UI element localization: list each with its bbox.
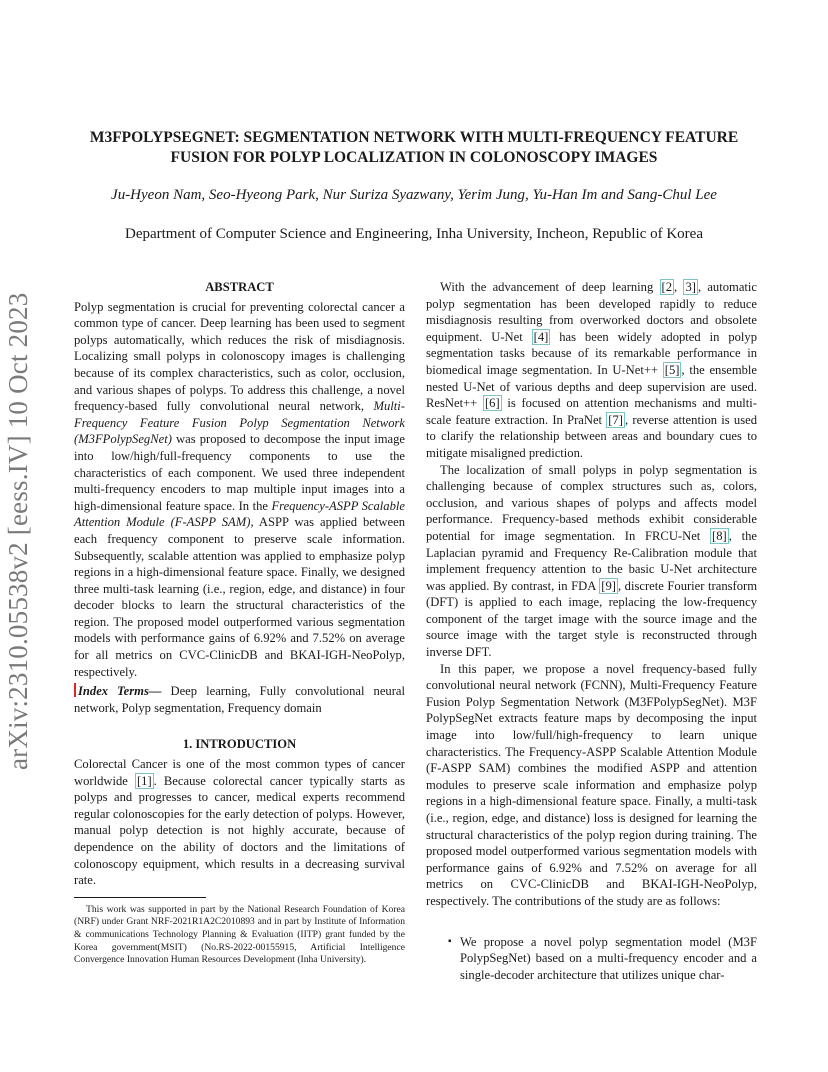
intro-paragraph-4: In this paper, we propose a novel frequency-based fully convolutional neural network (FCNN), Multi-Frequency Feature Fusion Polyp Segmentation Network (M3FPolypSegNet). M3F PolypSegNet extracts feature maps by decomposing the input image into low/full/high-frequency to learn unique characteristics. The Frequency-ASPP Scalable Attention Module (F-ASPP SAM) combines the modified ASPP and attention modules to preserve scale information and emphasize polyp regions in a high-dimensional feature space. Finally, a multi-task (i.e., region, edge, and distance) loss is designed for learning the structural characteristics of the polyp region during training. The proposed model outperformed various segmentation models with performance gains of 6.92% and 7.52% on average for all metrics on CVC-ClinicDB and BKAI-IGH-NeoPolyp, respectively. The contributions of the study are as follows: <box>426 661 757 908</box>
title-line-1: M3FPOLYPSEGNET: SEGMENTATION NETWORK WITH MULTI-FREQUENCY FEATURE <box>89 129 739 146</box>
funding-footnote: This work was supported in part by the National Research Foundation of Korea (NRF) under Grant NRF-2021R1A2C2010893 and in part by Institute of Information & communications Technology Planning & Evaluation (IITP) grant funded by the Korea government(MSIT) (No.RS-2022-00155915, Artificial Intelligence Convergence Innovation Human Resources Development (Inha University). <box>74 903 405 966</box>
intro-paragraph-2: With the advancement of deep learning [2 , 3] , automatic polyp segmentation has been developed rapidly to reduce misdiagnosis resulting from overworked doctors and obsolete equipment. U-Net [4] has been widely adopted in polyp segmentation tasks because of its remarkable performance in biomedical image segmentation. In U-Net++ [5] , the ensemble nested U-Net of various depths and deep supervision are used. ResNet++ [6] is focused on attention mechanisms and multi-scale feature extraction. In PraNet [7] , reverse attention is used to clarify the relationship between areas and boundary cues to mitigate misaligned prediction. <box>426 280 758 460</box>
contribution-text: We propose a novel polyp segmentation model (M3F PolypSegNet) based on a multi-frequency encoder and a single-decoder architecture that utilizes unique char- <box>460 934 757 982</box>
introduction-paragraph: Colorectal Cancer is one of the most common types of cancer worldwide [1] . Because colorectal cancer typically starts as polyps and progresses to cancer, medical experts recommend regular colonoscopies for the early detection of polyps. However, manual polyp detection is not highly accurate, because of dependence on the ability of doctors and the limitations of colonoscopy equipment, which results in a decreasing survival rate. <box>74 757 405 888</box>
right-column <box>426 279 757 983</box>
paper-page: arXiv:2310.05538v2 [eess.IV] 10 Oct 2023 M3FPOLYPSEGNET: SEGMENTATION NETWORK WITH MULTI-FREQUENCY FEATURE FUSION FOR POLYP LOCALIZATION IN COLONOSCOPY IMAGES Ju-Hyeon Nam, Seo-Hyeong Park, Nur Suriza Syazwany, Yerim Jung, Yu-Han Im and Sang-Chul Lee Department of Computer Science and Engineering, Inha University, Incheon, Republic of Korea ABSTRACT Polyp segmentation is crucial for preventing colorectal cancer a common type of cancer. Deep learning has been used to segment polyps automatically, which reduces the risk of misdiagnosis. Localizing small polyps in colonoscopy images is challenging because of its complex characteristics, such as color, occlusion, and various shapes of polyps. To address this challenge, a novel frequency-based fully convolutional neural network, Multi-Frequency Feature Fusion Polyp Segmentation Network (M3FPolypSegNet) was proposed to decompose the input image into low/high/full-frequency components to use the characteristics of each component. We used three independent multi-frequency encoders to map multiple input images into a high-dimensional feature space. In the Frequency-ASPP Scalable Attention Module (F-ASPP SAM), ASPP was applied between each frequency component to preserve scale information. Subsequently, scalable attention was applied to emphasize polyp regions in a high-dimensional feature space. Finally, we designed three multi-task learning (i.e., region, edge, and distance) in four decoder blocks to learn the structural characteristics of the region. The proposed model outperformed various segmentation models with performance gains of 6.92% and 7.52% on average for all metrics on CVC-ClinicDB and BKAI-IGH-NeoPolyp, respectively. Index Terms— Deep learning, Fully convolutional neural network, Polyp segmentation, Frequency domain 1. INTRODUCTION Colorectal Cancer is one of the most common types of cancer worldwide [1] . Because colorectal cancer typically starts as polyps and progresses to cancer, medical experts recommend regular colonoscopies for the early detection of polyps. However, manual polyp detection is not highly accurate, because of dependence on the ability of doctors and the limitations of colonoscopy equipment, which results in a decreasing survival rate. This work was supported in part by the National Research Foundation of Korea (NRF) under Grant NRF-2021R1A2C2010893 and in part by Institute of Information & communications Technology Planning & Evaluation (IITP) grant funded by the Korea government(MSIT) (No.RS-2022-00155915, Artificial Intelligence Convergence Innovation Human Resources Development (Inha University). With the advancement of deep learning [2 , 3] , automatic polyp segmentation has been developed rapidly to reduce misdiagnosis resulting from overworked doctors and obsolete equipment. U-Net [4] has been widely adopted in polyp segmentation tasks because of its remarkable performance in biomedical image segmentation. In U-Net++ [5] , the ensemble nested U-Net of various depths and deep supervision are used. ResNet++ [6] is focused on attention mechanisms and multi-scale feature extraction. In PraNet [7] , reverse attention is used to clarify the relationship between areas and boundary cues to mitigate misaligned prediction. The localization of small polyps in polyp segmentation is challenging because of complex structures such as, colors, occlusion, and various shapes of polyps and affects model performance. Frequency-based methods exhibit considerable potential for image segmentation. In FRCU-Net [8] , the Laplacian pyramid and Frequency Re-Calibration module that implement frequency attention to the basic U-Net architecture was applied. By contrast, in FDA [9] , discrete Fourier transform (DFT) is applied to each image, replacing the low-frequency component of the target image with the source image and the source image with the target style is reconstructed through inverse DFT. In this paper, we propose a novel frequency-based fully convolutional neural network (FCNN), Multi-Frequency Feature Fusion Polyp Segmentation Network (M3FPolypSegNet). M3F PolypSegNet extracts feature maps by decomposing the input image into low/full/high-frequency to learn unique characteristics. The Frequency-ASPP Scalable Attention Module (F-ASPP SAM) combines the modified ASPP and attention modules to preserve scale information and emphasize polyp regions in a high-dimensional feature space. Finally, a multi-task (i.e., region, edge, and distance) loss is designed for learning the structural characteristics of the polyp region during training. The proposed model outperformed various segmentation models with performance gains of 6.92% and 7.52% on average for all metrics on CVC-ClinicDB and BKAI-IGH-NeoPolyp, respectively. The contributions of the study are as follows: ▪ We propose a novel polyp segmentation model (M3F PolypSegNet) based on a multi-frequency encoder and a single-decoder architecture that utilizes unique char- <box>0 0 828 1072</box>
citation-link[interactable]: [1] <box>136 773 152 788</box>
title-line-2: FUSION FOR POLYP LOCALIZATION IN COLONOSCOPY IMAGES <box>170 149 658 166</box>
left-column <box>74 279 405 967</box>
annotation-marker-icon <box>74 683 76 697</box>
citation-link[interactable]: 3] <box>685 280 696 294</box>
citation-link[interactable]: [7] <box>608 412 623 427</box>
paper-title <box>60 128 768 168</box>
index-terms-label: Index Terms— <box>78 684 162 699</box>
affiliation: Department of Computer Science and Engineering, Inha University, Incheon, Republic of Korea <box>124 226 703 242</box>
bullet-icon: ▪ <box>448 935 452 947</box>
citation-link[interactable]: [9] <box>601 578 616 593</box>
abstract-text: Polyp segmentation is crucial for preventing colorectal cancer a common type of cancer. Deep learning has been used to segment polyps automatically, which reduces the risk of misdiagnosis. Localizing small polyps in colonoscopy images is challenging because of its complex characteristics, such as color, occlusion, and various shapes of polyps. To address this challenge, a novel frequency-based fully convolutional neural network, Multi-Frequency Feature Fusion Polyp Segmentation Network (M3FPolypSegNet) was proposed to decompose the input image into low/high/full-frequency components to use the characteristics of each component. We used three independent multi-frequency encoders to map multiple input images into a high-dimensional feature space. In the Frequency-ASPP Scalable Attention Module (F-ASPP SAM), ASPP was applied between each frequency component to preserve scale information. Subsequently, scalable attention was applied to emphasize polyp regions in a high-dimensional feature space. Finally, we designed three multi-task learning (i.e., region, edge, and distance) in four decoder blocks to learn the structural characteristics of the region. The proposed model outperformed various segmentation models with performance gains of 6.92% and 7.52% on average for all metrics on CVC-ClinicDB and BKAI-IGH-NeoPolyp, respectively. <box>74 299 405 679</box>
citation-link[interactable]: [6] <box>484 396 500 411</box>
footnote-divider <box>74 897 206 898</box>
introduction-heading: 1. INTRODUCTION <box>182 737 297 752</box>
contribution-list-item <box>426 934 757 984</box>
index-terms-text: Deep learning, Fully convolutional neural network, Polyp segmentation, Frequency domain <box>74 684 405 715</box>
citation-link[interactable]: [2 <box>661 280 673 294</box>
citation-link[interactable]: [5] <box>664 362 680 377</box>
citation-link[interactable]: [8] <box>712 528 727 543</box>
citation-link[interactable]: [4] <box>533 329 549 344</box>
intro-paragraph-3: The localization of small polyps in polyp segmentation is challenging because of complex structures such as, colors, occlusion, and various shapes of polyps and affects model performance. Frequency-based methods exhibit considerable potential for image segmentation. In FRCU-Net [8] , the Laplacian pyramid and Frequency Re-Calibration module that implement frequency attention to the basic U-Net architecture was applied. By contrast, in FDA [9] , discrete Fourier transform (DFT) is applied to each image, replacing the low-frequency component of the target image with the source image and the source image with the target style is reconstructed through inverse DFT. <box>426 462 757 660</box>
index-terms <box>74 683 405 716</box>
abstract-heading: ABSTRACT <box>205 280 274 294</box>
author-list: Ju-Hyeon Nam, Seo-Hyeong Park, Nur Suriza Syazwany, Yerim Jung, Yu-Han Im and Sang-Chul Lee <box>111 187 717 203</box>
